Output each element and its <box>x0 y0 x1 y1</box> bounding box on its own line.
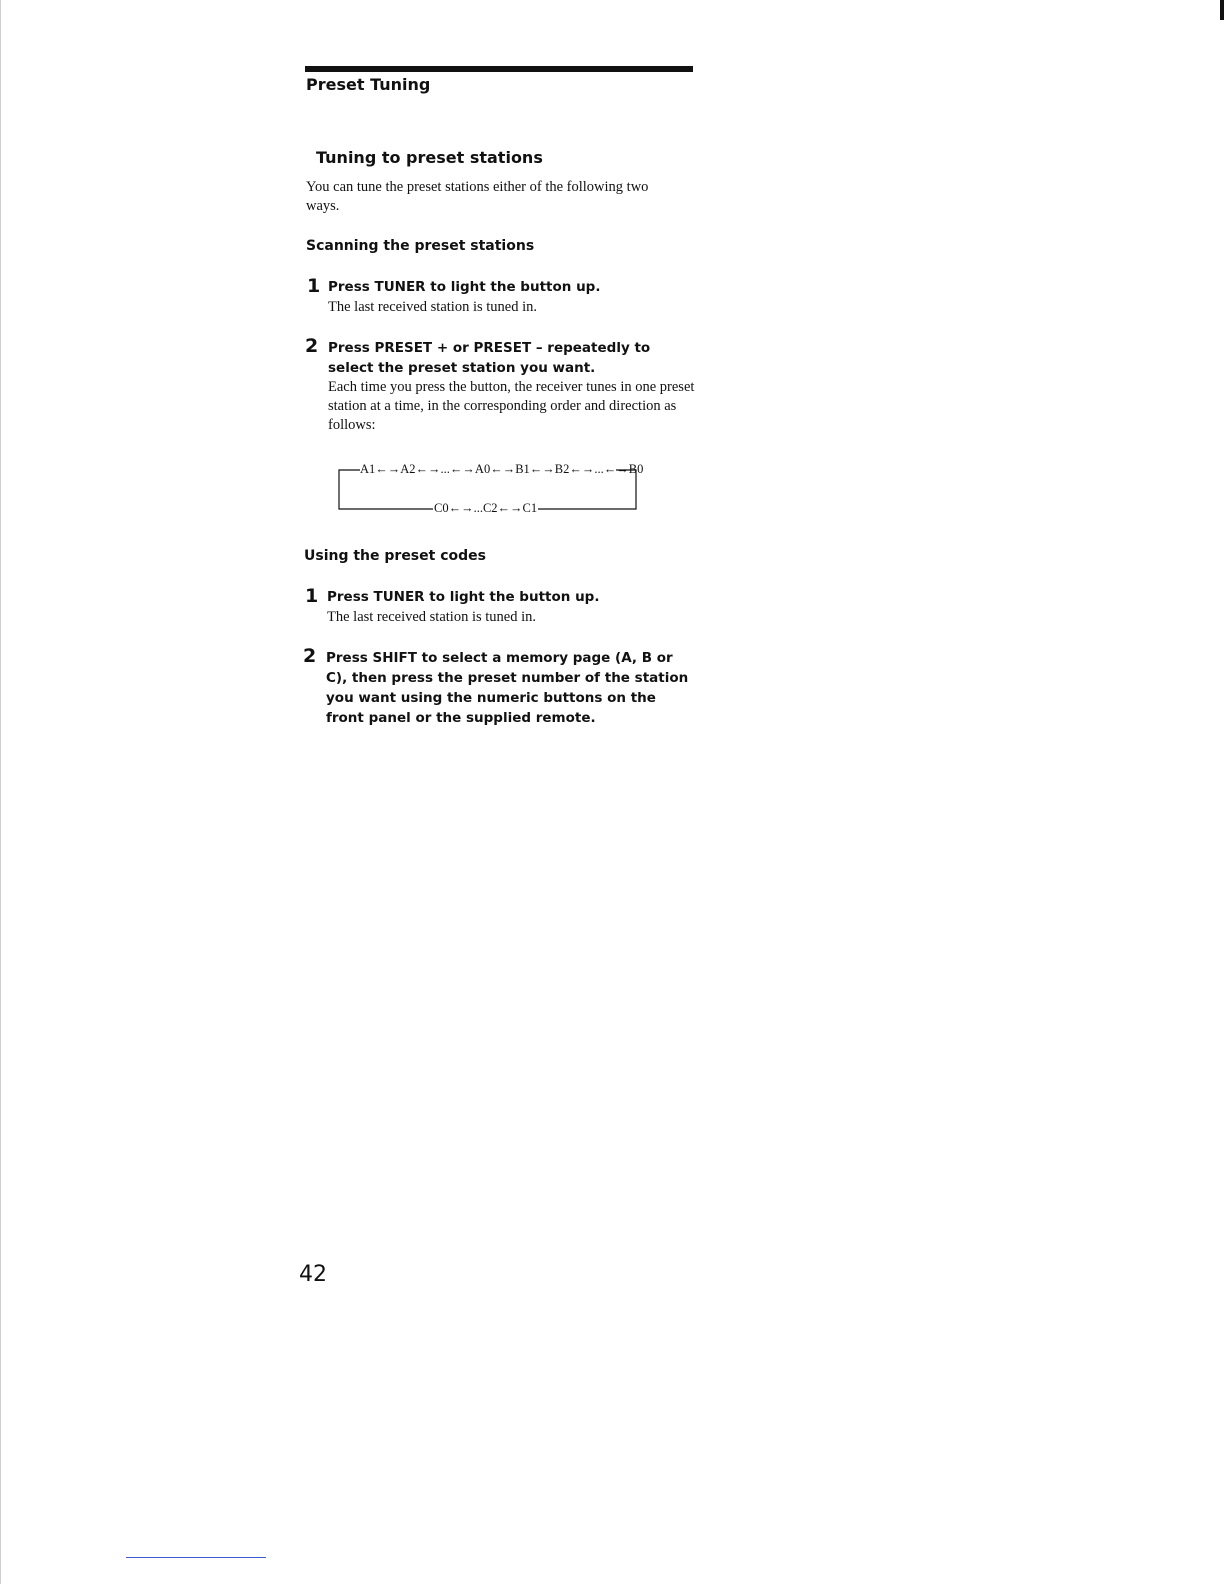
section-rule <box>305 66 693 72</box>
codes-step-2-title: Press SHIFT to select a memory page (A, B or C), then press the preset number of the station you want using the numeric buttons on the front panel or the supplied remote. <box>326 650 689 726</box>
scan-step-2-body: Each time you press the button, the receiver tunes in one preset station at a time, in the corresponding order and direction as follows: <box>328 379 695 433</box>
codes-step-1-title: Press TUNER to light the button up. <box>327 589 600 605</box>
sequence-top: A1←→A2←→...←→A0←→B1←→B2←→...←→B0 <box>360 462 644 476</box>
codes-heading: Using the preset codes <box>304 548 486 564</box>
codes-step-2-number: 2 <box>303 645 317 667</box>
bottom-rule <box>126 1557 266 1558</box>
section-title: Preset Tuning <box>306 75 431 94</box>
preset-cycle-diagram <box>338 462 644 515</box>
intro-text: You can tune the preset stations either of the following two ways. <box>306 179 649 214</box>
sequence-bottom: C0←→...C2←→C1 <box>434 501 538 515</box>
scan-step-1-title: Press TUNER to light the button up. <box>328 279 601 295</box>
page-heading: Tuning to preset stations <box>316 148 543 167</box>
page-number: 42 <box>299 1262 327 1287</box>
scan-step-2-number: 2 <box>305 335 319 357</box>
scan-edge-line <box>0 0 1 1584</box>
scan-edge-mark <box>1220 0 1224 20</box>
scan-heading: Scanning the preset stations <box>306 238 535 254</box>
scan-step-1-number: 1 <box>307 275 321 297</box>
codes-step-1-number: 1 <box>305 585 319 607</box>
codes-step-1-body: The last received station is tuned in. <box>327 609 536 625</box>
scan-step-2-title: Press PRESET + or PRESET – repeatedly to select the preset station you want. <box>328 340 651 376</box>
scan-step-1-body: The last received station is tuned in. <box>328 299 537 315</box>
